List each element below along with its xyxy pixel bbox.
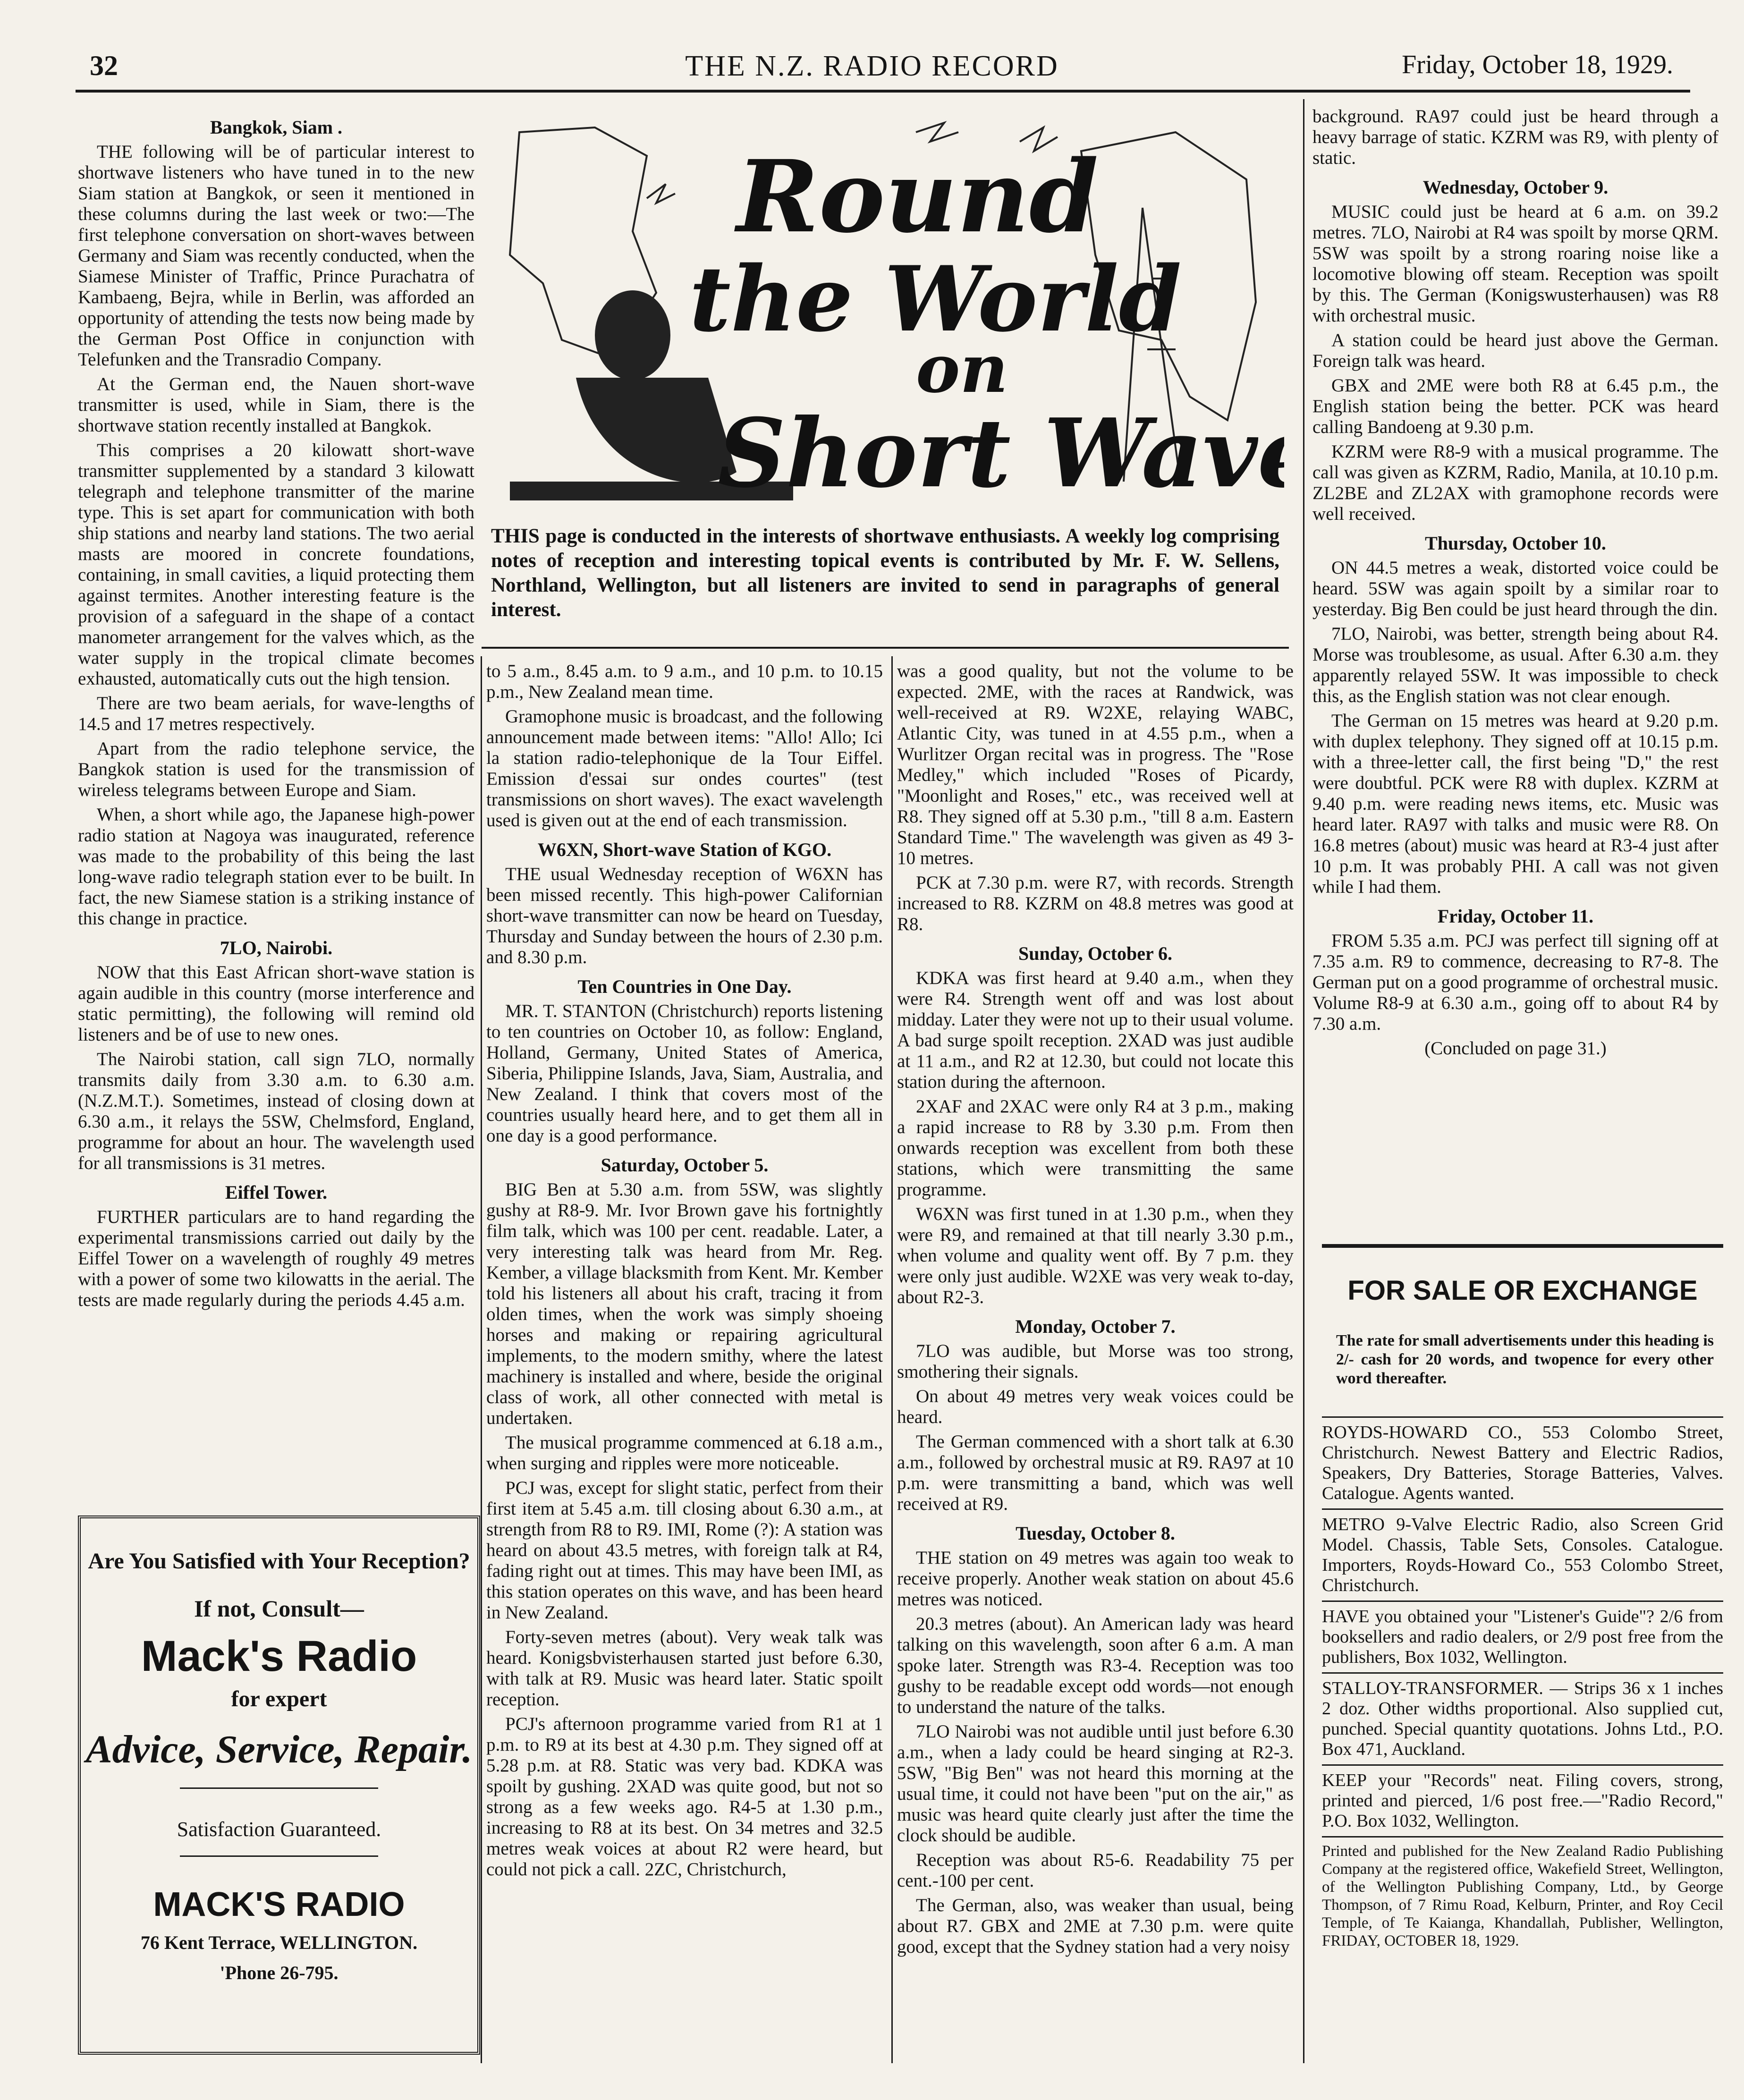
forsale-rate-note: The rate for small advertisements under this heading is 2/- cash for 20 words, and twopence for every other word thereafter.	[1336, 1332, 1714, 1387]
paragraph: MUSIC could just be heard at 6 a.m. on 39.2 metres. 7LO, Nairobi at R4 was spoilt by morse QRM. 5SW was spoilt by a strong roaring noise like a locomotive blowing off steam. Reception was spoilt by this. The German (Konigswusterhausen) was R8 with orchestral music.	[1312, 202, 1719, 326]
paragraph: This comprises a 20 kilowatt short-wave transmitter supplemented by a standard 3 kilowatt telegraph and telephone transmitter of the marine type. This is set apart for communication with both ship stations and nearby land stations. The two aerial masts are moored in concrete foundations, containing, in small cavities, a liquid protecting them against termites. Another interesting feature is the provision of a safeguard in the shape of a contact manometer arrangement for the valves which, as the water supply in the tropical climate becomes exhausted, automatically cuts out the high tension.	[78, 440, 474, 689]
paragraph: The musical programme commenced at 6.18 a.m., when surging and ripples were more noticeable.	[486, 1432, 883, 1473]
newspaper-title: THE N.Z. RADIO RECORD	[685, 50, 1059, 82]
paragraph: The German on 15 metres was heard at 9.20 p.m. with duplex telephony. They signed off at 10.15 p.m. with a three-letter call, the first being "D," the rest were doubtful. PCK were R8 with duplex. KZRM at 9.40 p.m. were reading news items, etc. Music was heard later. RA97 with talks and music were R8. On 16.8 metres (about) music was heard at R3-4 just after 10 p.m. It was probably PHI. A call was not given while I had them.	[1312, 711, 1719, 897]
column-4	[1312, 106, 1719, 1059]
column-2	[486, 661, 883, 1884]
classified-rule	[1322, 1416, 1723, 1418]
intro-rule	[482, 647, 1289, 649]
paragraph: 7LO, Nairobi, was better, strength being about R4. Morse was troublesome, as usual. After 6.30 a.m. they apparently relayed 5SW. It was impossible to check this, as the English station was not clear enough.	[1312, 624, 1719, 706]
paragraph: THE usual Wednesday reception of W6XN has been missed recently. This high-power Californian short-wave transmitter can now be heard on Tuesday, Thursday and Sunday between the hours of 2.30 p.m. and 8.30 p.m.	[486, 864, 883, 967]
page-intro: THIS page is conducted in the interests of shortwave enthusiasts. A weekly log comprising notes of reception and interesting topical events is contributed by Mr. F. W. Sellens, Northland, Wellington, but all listeners are invited to send in paragraphs of general interest.	[491, 525, 1279, 621]
paragraph: A station could be heard just above the German. Foreign talk was heard.	[1312, 330, 1719, 371]
classified-ad: METRO 9-Valve Electric Radio, also Screen Grid Model. Chassis, Table Sets, Consoles. Catalogue. Importers, Royds-Howard Co., 553 Colombo Street, Christchurch.	[1322, 1515, 1723, 1595]
heading-monday: Monday, October 7.	[1015, 1316, 1176, 1337]
banner-word-the-world: the World	[689, 246, 1182, 352]
spark-icon	[647, 184, 675, 203]
paragraph: ON 44.5 metres a weak, distorted voice could be heard. 5SW was again spoilt by a similar roar to yesterday. Big Ben could be just heard through the din.	[1312, 558, 1719, 619]
page-number: 32	[90, 50, 118, 81]
ad-for-expert: for expert	[231, 1686, 327, 1711]
paragraph: background. RA97 could just be heard through a heavy barrage of static. KZRM was R9, with plenty of static.	[1312, 106, 1719, 168]
forsale-top-rule	[1322, 1244, 1723, 1248]
heading-ten-countries: Ten Countries in One Day.	[577, 976, 792, 997]
heading-w6xn: W6XN, Short-wave Station of KGO.	[537, 839, 832, 860]
paragraph: Gramophone music is broadcast, and the following announcement made between items: "Allo! Allo; Ici la station radio-telephonique de la Tour Eiffel. Emission d'essai sur ondes courtes" (test transmissions on short waves). The exact wavelength used is given out at the end of each transmission.	[486, 706, 883, 830]
paragraph: FURTHER particulars are to hand regarding the experimental transmissions carried out daily by the Eiffel Tower on a wavelength of roughly 49 metres with a power of some two kilowatts in the aerial. The tests are made regularly during the periods 4.45 a.m.	[78, 1207, 474, 1310]
macks-radio-advert	[78, 1516, 480, 2055]
heading-bangkok: Bangkok, Siam .	[210, 117, 343, 138]
paragraph: Forty-seven metres (about). Very weak talk was heard. Konigsbvisterhausen started just before 6.30, with talk at R9. Music was heard later. Static spoilt reception.	[486, 1627, 883, 1710]
paragraph: to 5 a.m., 8.45 a.m. to 9 a.m., and 10 p.m. to 10.15 p.m., New Zealand mean time.	[486, 661, 883, 702]
column-rule	[1303, 99, 1304, 2063]
round-the-world-banner	[491, 113, 1284, 519]
concluded-note: (Concluded on page 31.)	[1424, 1038, 1607, 1058]
paragraph: The German commenced with a short talk at 6.30 a.m., followed by orchestral music at R9. RA97 at 10 p.m. were transmitting a band, which was well received at R9.	[897, 1431, 1294, 1514]
ad-rule	[180, 1787, 378, 1789]
heading-friday: Friday, October 11.	[1437, 906, 1594, 927]
ad-address: 76 Kent Terrace, WELLINGTON.	[140, 1932, 418, 1953]
banner-word-short-wave: Short Wave	[718, 398, 1284, 509]
heading-saturday: Saturday, October 5.	[601, 1154, 769, 1176]
paragraph: 20.3 metres (about). An American lady was heard talking on this wavelength, soon after 6 a.m. A man spoke later. Strength was R3-4. Reception was too gushy to be readable except odd words—not enough to understand the nature of the talks.	[897, 1614, 1294, 1717]
heading-nairobi: 7LO, Nairobi.	[220, 937, 333, 958]
imprint: Printed and published for the New Zealand Radio Publishing Company at the registered office, Wakefield Street, Wellington, of the Wellington Publishing Company, Ltd., by George Thompson, of 7 Rimu Road, Kelburn, Printer, and Roy Cecil Temple, of Te Kaianga, Khandallah, Publisher, Wellington, FRIDAY, OCTOBER 18, 1929.	[1322, 1843, 1723, 1949]
paragraph: PCJ was, except for slight static, perfect from their first item at 5.45 a.m. till closing about 6.30 a.m., at strength from R8 to R9. IMI, Rome (?): A station was heard on about 43.5 metres, with foreign talk at R4, fading right out at times. This may have been IMI, as this station operates on this wave, and has been heard in New Zealand.	[486, 1478, 883, 1623]
ad-company-name: MACK'S RADIO	[153, 1886, 405, 1923]
ad-brand: Mack's Radio	[141, 1632, 417, 1680]
classified-list	[1322, 1412, 1723, 1950]
forsale-heading: FOR SALE OR EXCHANGE	[1347, 1275, 1698, 1306]
paragraph: NOW that this East African short-wave station is again audible in this country (morse interference and static permitting), the following will remind old listeners and be of use to new ones.	[78, 962, 474, 1045]
classified-rule	[1322, 1764, 1723, 1766]
banner-illustration	[491, 113, 1284, 519]
paragraph: The German, also, was weaker than usual, being about R7. GBX and 2ME at 7.30 p.m. were quite good, except that the Sydney station had a very noisy	[897, 1895, 1294, 1957]
paragraph: When, a short while ago, the Japanese high-power radio station at Nagoya was inaugurated, reference was made to the probability of this being the last long-wave radio telegraph station ever to be built. In fact, the new Siamese station is a striking instance of this change in practice.	[78, 804, 474, 929]
heading-wednesday: Wednesday, October 9.	[1422, 177, 1609, 198]
paragraph: There are two beam aerials, for wave-lengths of 14.5 and 17 metres respectively.	[78, 693, 474, 734]
paragraph: At the German end, the Nauen short-wave transmitter is used, while in Siam, there is the shortwave station recently installed at Bangkok.	[78, 374, 474, 436]
heading-thursday: Thursday, October 10.	[1425, 533, 1606, 554]
classified-ad: KEEP your "Records" neat. Filing covers, strong, printed and pierced, 1/6 post free.—"Radio Record," P.O. Box 1032, Wellington.	[1322, 1770, 1723, 1831]
classified-rule	[1322, 1600, 1723, 1602]
heading-sunday: Sunday, October 6.	[1018, 943, 1172, 964]
classified-ad: HAVE you obtained your "Listener's Guide"? 2/6 from booksellers and radio dealers, or 2/9 post free from the publishers, Box 1032, Wellington.	[1322, 1607, 1723, 1667]
masthead-rule	[76, 90, 1690, 93]
classified-rule	[1322, 1836, 1723, 1838]
column-rule	[891, 656, 893, 2063]
ad-phone: 'Phone 26-795.	[220, 1962, 339, 1983]
heading-eiffel: Eiffel Tower.	[225, 1182, 328, 1203]
classified-ad: STALLOY-TRANSFORMER. — Strips 36 x 1 inches 2 doz. Other widths proportional. Also supplied cut, punched. Special quantity quotations. Johns Ltd., P.O. Box 471, Auckland.	[1322, 1678, 1723, 1759]
listener-head	[595, 290, 670, 380]
heading-tuesday: Tuesday, October 8.	[1016, 1523, 1175, 1544]
paragraph: W6XN was first tuned in at 1.30 p.m., when they were R9, and remained at that till nearly 3.30 p.m., when volume and quality went off. By 7 p.m. they were only just audible. W2XE was very weak to-day, about R2-3.	[897, 1204, 1294, 1307]
column-rule	[481, 656, 482, 2063]
paragraph: FROM 5.35 a.m. PCJ was perfect till signing off at 7.35 a.m. R9 to commence, decreasing to R7-8. The German put on a good programme of orchestral music. Volume R8-9 at 6.30 a.m., going off to about R4 by 7.30 a.m.	[1312, 931, 1719, 1034]
paragraph: PCK at 7.30 p.m. were R7, with records. Strength increased to R8. KZRM on 48.8 metres was good at R8.	[897, 872, 1294, 934]
classified-ad: ROYDS-HOWARD CO., 553 Colombo Street, Christchurch. Newest Battery and Electric Radios, Speakers, Dry Batteries, Storage Batteries, Valves. Catalogue. Agents wanted.	[1322, 1423, 1723, 1503]
banner-word-on: on	[916, 330, 1008, 408]
column-3	[897, 661, 1294, 1961]
ad-rule	[180, 1855, 378, 1857]
ad-headline: Are You Satisfied with Your Reception?	[88, 1549, 470, 1574]
paragraph: 7LO was audible, but Morse was too strong, smothering their signals.	[897, 1341, 1294, 1382]
paragraph: was a good quality, but not the volume to be expected. 2ME, with the races at Randwick, was well-received at R9. W2XE, relaying WABC, Atlantic City, was tuned in at 4.55 p.m., when a Wurlitzer Organ recital was in progress. The "Rose Medley," which included "Roses of Picardy, "Moonlight and Roses," etc., was received well at R8. They signed off at 5.30 p.m., "till 8 a.m. Eastern Standard Time." The wavelength was given as 49 3-10 metres.	[897, 661, 1294, 868]
paragraph: On about 49 metres very weak voices could be heard.	[897, 1386, 1294, 1427]
paragraph: THE station on 49 metres was again too weak to receive properly. Another weak station on about 45.6 metres was noticed.	[897, 1548, 1294, 1609]
classified-rule	[1322, 1508, 1723, 1510]
banner-word-round: Round	[737, 138, 1099, 255]
paragraph: 7LO Nairobi was not audible until just before 6.30 a.m., when a lady could be heard singing at R2-3. 5SW, "Big Ben" was not heard this morning at the usual time, it could not have been "put on the air," as music was heard quite clearly just after the time the clock should be audible.	[897, 1721, 1294, 1846]
listener-body	[576, 378, 737, 483]
paragraph: MR. T. STANTON (Christchurch) reports listening to ten countries on October 10, as follow: England, Holland, Germany, United States of America, Siberia, Philippine Islands, Java, Siam, Australia, and New Zealand. I think that covers most of the countries usually heard here, and to get them all in one day is a good performance.	[486, 1001, 883, 1146]
ad-consult: If not, Consult—	[194, 1595, 364, 1622]
ad-services: Advice, Service, Repair.	[85, 1727, 473, 1771]
paragraph: GBX and 2ME were both R8 at 6.45 p.m., the English station being the better. PCK was heard calling Bandoeng at 9.30 p.m.	[1312, 375, 1719, 437]
paragraph: BIG Ben at 5.30 a.m. from 5SW, was slightly gushy at R8-9. Mr. Ivor Brown gave his fortnightly film talk, which was 100 per cent. readable. Later, a very interesting talk was heard from Mr. Reg. Kember, a village blacksmith from Kent. Mr. Kember told his listeners all about his craft, tracing it from olden times, when the work was simply shoeing horses and making or repairing agricultural implements, to the modern smithy, where the latest machinery is installed and where, beside the original class of work, all other connected with metal is undertaken.	[486, 1179, 883, 1428]
paragraph: PCJ's afternoon programme varied from R1 at 1 p.m. to R9 at its best at 4.30 p.m. They signed off at 5.28 p.m. at R8. Static was very bad. KDKA was spoilt by gushing. 2XAD was quite good, but not so strong as a few weeks ago. R4-5 at 1.30 p.m., increasing to R8 at its best. On 34 metres and 32.5 metres weak voices at about R2 were heard, but could not pick a call. 2ZC, Christchurch,	[486, 1714, 883, 1880]
paragraph: Apart from the radio telephone service, the Bangkok station is used for the transmission of wireless telegrams between Europe and Siam.	[78, 738, 474, 800]
paragraph: KZRM were R8-9 with a musical programme. The call was given as KZRM, Radio, Manila, at 10.10 p.m. ZL2BE and ZL2AX with gramophone records were well received.	[1312, 441, 1719, 524]
paragraph: THE following will be of particular interest to shortwave listeners who have tuned in to the new Siam station at Bangkok, or seen it mentioned in these columns during the last week or two:—The first telephone conversation on short-waves between Germany and Siam was recently conducted, when the Siamese Minister of Traffic, Prince Purachatra of Kambaeng, Bejra, while in Berlin, was afforded an opportunity of attending the tests now being made by the German Post Office in conjunction with Telefunken and the Transradio Company.	[78, 142, 474, 370]
paragraph: Reception was about R5-6. Readability 75 per cent.-100 per cent.	[897, 1850, 1294, 1891]
ad-guarantee: Satisfaction Guaranteed.	[177, 1818, 381, 1841]
classified-rule	[1322, 1672, 1723, 1674]
paragraph: The Nairobi station, call sign 7LO, normally transmits daily from 3.30 a.m. to 6.30 a.m. (N.Z.M.T.). Sometimes, instead of closing down at 6.30 a.m., it relays the 5SW, Chelmsford, England, programme for about an hour. The wavelength used for all transmissions is 31 metres.	[78, 1049, 474, 1173]
paragraph: 2XAF and 2XAC were only R4 at 3 p.m., making a rapid increase to R8 by 3.30 p.m. From then onwards reception was excellent from both these stations, which were transmitting the same programme.	[897, 1096, 1294, 1200]
paragraph: KDKA was first heard at 9.40 a.m., when they were R4. Strength went off and was lost about midday. Later they were not up to their usual volume. A bad surge spoilt reception. 2XAD was just audible at 11 a.m., and R2 at 12.30, but could not locate this station during the afternoon.	[897, 968, 1294, 1092]
column-1	[78, 109, 474, 1314]
issue-date: Friday, October 18, 1929.	[1402, 50, 1673, 79]
